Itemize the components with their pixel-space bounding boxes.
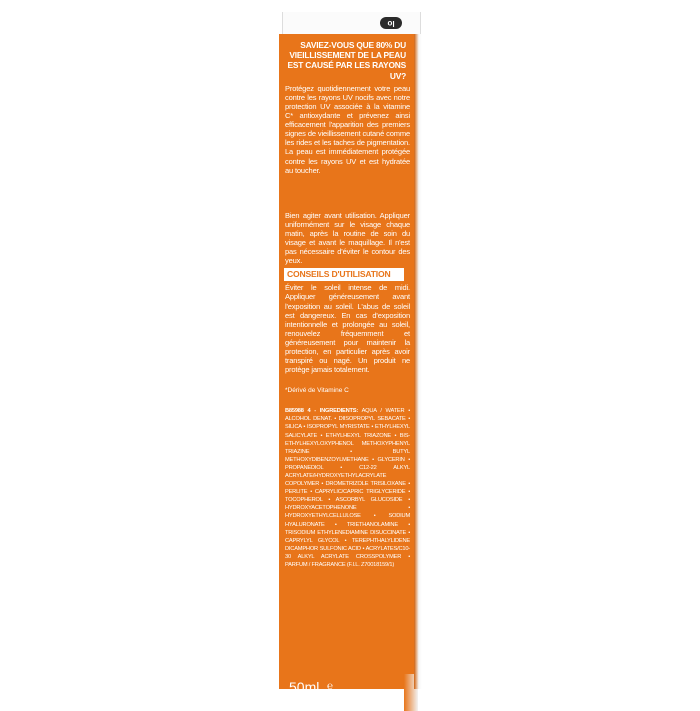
benefit-paragraph: Protégez quotidiennement votre peau contre les rayons UV nocifs avec notre protection UV associée à la vitamine C* antioxydante et prévenez ainsi efficacement l'apparition des premiers signes de vieillissement cutané comme les rides et les taches de pigmentation. La peau est immédiatement protégée contre les rayons UV et est hydratée au toucher.	[285, 83, 410, 175]
advice-paragraph: Éviter le soleil intense de midi. Appliquer généreusement avant l'exposition au soleil. L'abus de soleil est dangereux. En cas d'exposition intentionnelle et prolongée au soleil, renouvelez fréquemment et généreusement pour maintenir la protection, en particulier après avoir transpiré ou nagé. Un produit ne protège jamais totalement.	[285, 283, 410, 375]
headline: SAVIEZ-VOUS QUE 80% DU VIEILLISSEMENT DE LA PEAU EST CAUSÉ PAR LES RAYONS UV?	[287, 40, 406, 81]
product-box	[279, 12, 422, 695]
usage-paragraph: Bien agiter avant utilisation. Appliquer uniformément sur le visage chaque matin, après la routine de soin du visage et avant le maquillage. Il n'est pas nécessaire d'éviter le contour des yeux.	[285, 210, 410, 266]
box-side-edge	[414, 34, 422, 689]
section-title: CONSEILS D'UTILISATION	[284, 268, 404, 281]
ingredients-list	[285, 407, 410, 569]
ingredients-label: B85988 4 - INGREDIENTS:	[285, 408, 359, 415]
ingredients-text: AQUA / WATER • ALCOHOL DENAT. • DIISOPROPYL SEBACATE • SILICA • ISOPROPYL MYRISTATE • ETHYLHEXYL SALICYLATE • ETHYLHEXYL TRIAZONE • BIS-ETHYLHEXYLOXYPHENOL METHOXYPHENYL TRIAZINE • BUTYL METHOXYDIBENZOYLMETHANE • GLYCERIN • PROPANEDIOL • C12-22 ALKYL ACRYLATE/HYDROXYETHYLACRYLATE COPOLYMER • DROMETRIZOLE TRISILOXANE • PERLITE • CAPRYLIC/CAPRIC TRIGLYCERIDE • TOCOPHEROL • ASCORBYL GLUCOSIDE • HYDROXYACETOPHENONE • HYDROXYETHYLCELLULOSE • SODIUM HYALURONATE • TRIETHANOLAMINE • TRISODIUM ETHYLENEDIAMINE DISUCCINATE • CAPRYLYL GLYCOL • TEREPHTHALYLIDENE DICAMPHOR SULFONIC ACID • ACRYLATES/C10-30 ALKYL ACRYLATE CROSSPOLYMER • PARFUM / FRAGRANCE (F.I.L. Z70018159/1)	[285, 408, 410, 569]
footnote: *Dérivé de Vitamine C	[285, 387, 349, 395]
estimated-sign-icon: ℮	[327, 681, 334, 692]
orange-panel	[279, 34, 415, 695]
panel-text	[285, 40, 410, 569]
cap-logo-icon: lo	[380, 17, 402, 29]
volume-label: 50ml	[289, 679, 320, 695]
box-top-flap	[282, 12, 421, 35]
